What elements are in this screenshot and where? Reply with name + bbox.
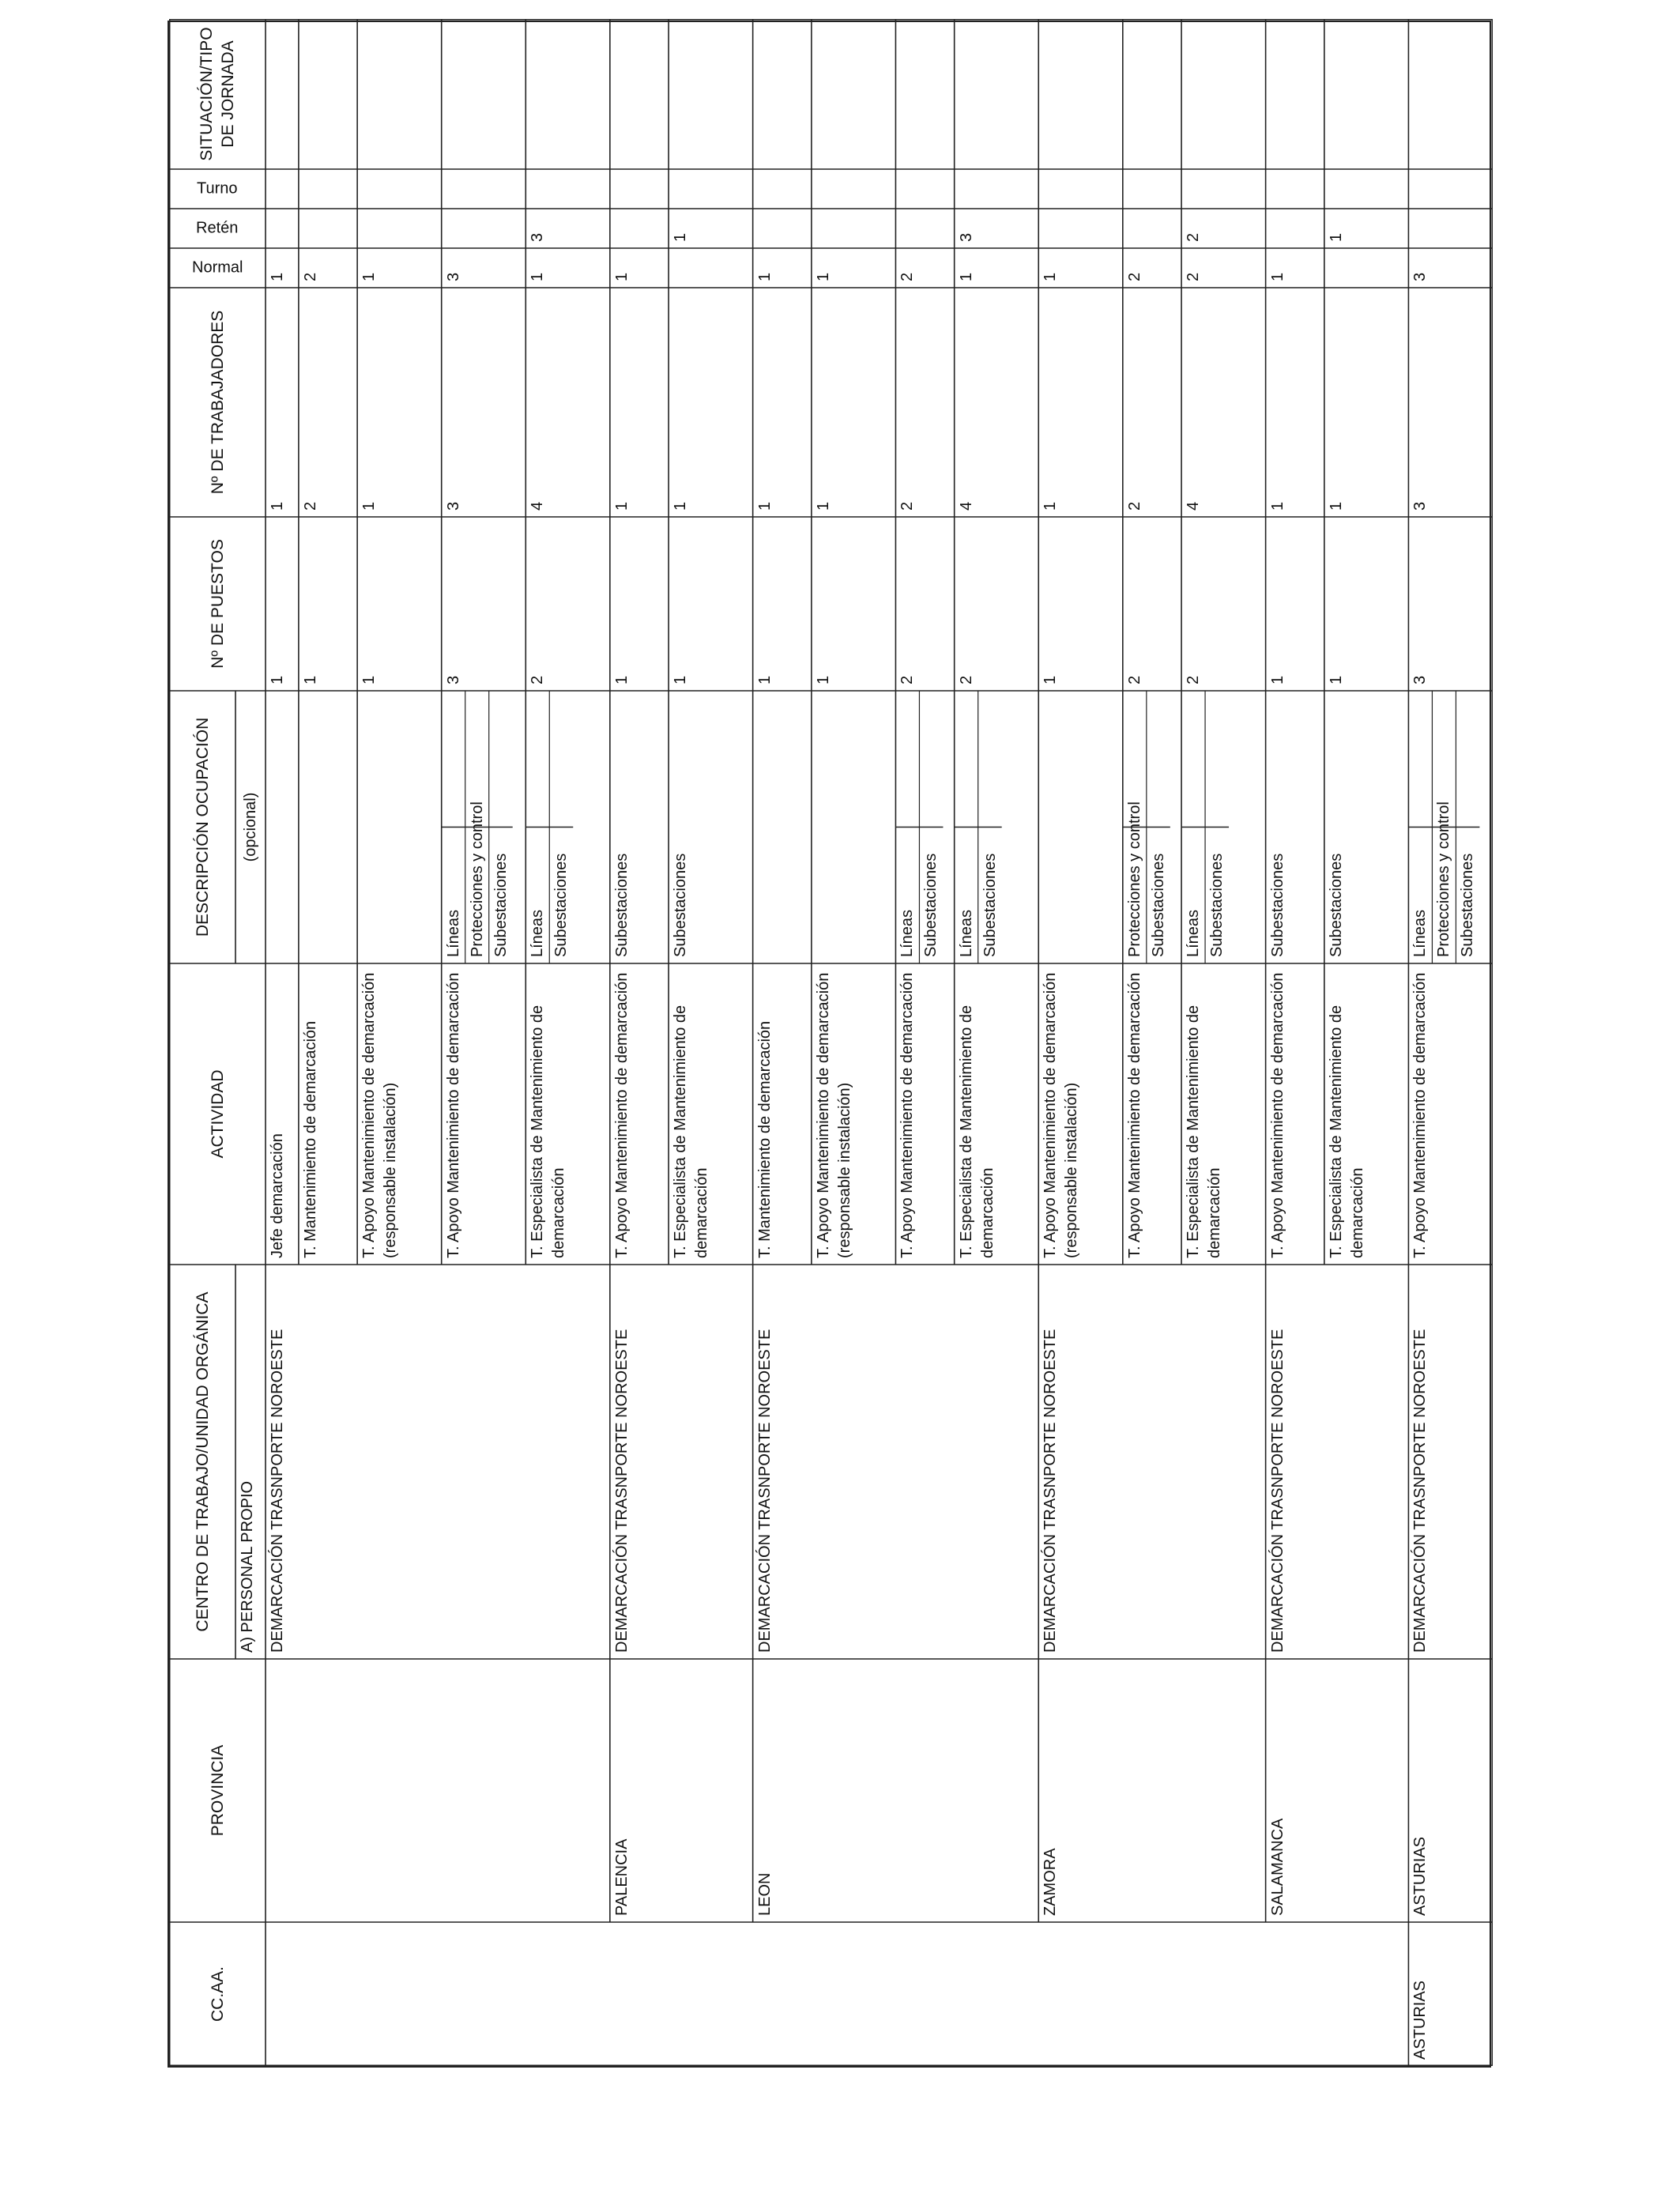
descripcion-item: Líneas [444,909,462,957]
actividad-cell: T. Especialista de Mantenimiento de demarcación [672,1005,711,1258]
descripcion-item: Líneas [957,909,975,957]
puestos-cell: 1 [814,675,832,684]
provincia-cell: LEON [755,1872,774,1916]
actividad-cell: T. Mantenimiento de demarcación [755,1020,774,1258]
normal-cell: 3 [444,272,462,281]
puestos-cell: 2 [957,675,975,684]
normal-cell: 2 [1125,272,1143,281]
descripcion-item: Líneas [529,909,547,957]
puestos-cell: 1 [612,675,631,684]
header-actividad: ACTIVIDAD [208,1069,227,1159]
puestos-cell: 1 [1327,675,1345,684]
trabajadores-cell: 1 [672,501,690,511]
header-normal: Normal [191,258,243,277]
normal-cell: 2 [898,272,917,281]
header-centro: CENTRO DE TRABAJO/UNIDAD ORGÁNICA [193,1291,212,1632]
normal-cell: 1 [755,272,774,281]
trabajadores-cell: 2 [301,501,319,511]
descripcion-item: Subestaciones [1327,853,1345,957]
actividad-cell: T. Apoyo Mantenimiento de demarcación (responsable instalación) [814,972,853,1258]
ccaa-cell: ASTURIAS [1411,1980,1430,2060]
reten-cell [1038,209,1123,248]
puestos-cell: 2 [529,675,547,684]
reten-cell [266,209,299,248]
reten-cell [1266,209,1324,248]
descripcion-item: Líneas [1411,909,1430,957]
descripcion-item: Subestaciones [922,853,940,957]
reten-cell [357,209,442,248]
turno-cell [1038,169,1123,209]
descripcion-item: Subestaciones [552,853,571,957]
actividad-cell: T. Apoyo Mantenimiento de demarcación (responsable instalación) [360,972,400,1258]
centro-cell: DEMARCACIÓN TRASNPORTE NOROESTE [1268,1329,1286,1653]
reten-cell: 3 [529,232,547,242]
trabajadores-cell: 4 [1185,501,1203,511]
trabajadores-cell: 3 [1411,501,1430,511]
turno-cell [357,169,442,209]
normal-cell: 1 [1042,272,1060,281]
section-label: A) PERSONAL PROPIO [239,1480,256,1653]
centro-cell: DEMARCACIÓN TRASNPORTE NOROESTE [269,1329,286,1653]
descripcion-item: Líneas [1185,909,1203,957]
header-puestos: Nº DE PUESTOS [208,539,227,669]
normal-cell: 2 [1185,272,1203,281]
puestos-cell: 3 [444,675,462,684]
normal-cell: 1 [957,272,975,281]
reten-cell [812,209,896,248]
reten-cell [299,209,357,248]
turno-cell [1266,169,1324,209]
actividad-cell: T. Especialista de Mantenimiento de demarcación [1327,1005,1366,1258]
centro-cell: DEMARCACIÓN TRASNPORTE NOROESTE [1411,1329,1430,1653]
descripcion-item: Subestaciones [672,853,690,957]
normal-cell: 1 [269,272,286,281]
turno-cell [525,169,610,209]
turno-cell [266,169,299,209]
reten-cell: 3 [957,232,975,242]
reten-cell: 1 [1327,232,1345,242]
trabajadores-cell: 3 [444,501,462,511]
descripcion-item: Protecciones y control [1435,801,1453,957]
descripcion-item: Protecciones y control [468,801,486,957]
reten-cell [610,209,669,248]
descripcion-item: Subestaciones [612,853,631,957]
normal-cell: 1 [1268,272,1286,281]
turno-cell [1324,169,1409,209]
puestos-cell: 1 [755,675,774,684]
trabajadores-cell: 4 [529,501,547,511]
reten-cell [895,209,954,248]
normal-cell [1324,248,1409,288]
centro-cell: DEMARCACIÓN TRASNPORTE NOROESTE [1042,1329,1060,1653]
puestos-cell: 1 [269,675,286,684]
reten-cell [1123,209,1181,248]
reten-cell [1408,209,1493,248]
normal-cell: 1 [529,272,547,281]
turno-cell [753,169,812,209]
normal-cell: 3 [1411,272,1430,281]
provincia-cell: PALENCIA [612,1838,631,1916]
descripcion-item: Subestaciones [1459,853,1477,957]
puestos-cell: 1 [1268,675,1286,684]
header-reten: Retén [196,219,239,237]
actividad-cell: T. Especialista de Mantenimiento de demarcación [957,1005,996,1258]
actividad-cell: T. Especialista de Mantenimiento de demarcación [1185,1005,1224,1258]
descripcion-item: Subestaciones [492,853,510,957]
actividad-cell: T. Apoyo Mantenimiento de demarcación [444,972,462,1258]
actividad-cell: T. Apoyo Mantenimiento de demarcación [1411,972,1430,1258]
turno-cell [442,169,526,209]
provincia-cell: ASTURIAS [1411,1836,1430,1916]
puestos-cell: 1 [1042,675,1060,684]
trabajadores-cell: 1 [755,501,774,511]
trabajadores-cell: 1 [269,501,286,511]
turno-cell [1123,169,1181,209]
centro-cell: DEMARCACIÓN TRASNPORTE NOROESTE [755,1329,774,1653]
turno-cell [610,169,669,209]
actividad-cell: T. Apoyo Mantenimiento de demarcación [1125,972,1143,1258]
descripcion-item: Subestaciones [1208,853,1226,957]
puestos-cell: 2 [1185,675,1203,684]
provincia-cell: ZAMORA [1042,1848,1060,1916]
turno-cell [812,169,896,209]
turno-cell [1408,169,1493,209]
trabajadores-cell: 1 [814,501,832,511]
reten-cell: 2 [1185,232,1203,242]
actividad-cell: T. Mantenimiento de demarcación [301,1020,319,1258]
descripcion-item: Subestaciones [1149,853,1167,957]
trabajadores-cell: 4 [957,501,975,511]
puestos-cell: 1 [301,675,319,684]
normal-cell: 1 [360,272,379,281]
trabajadores-cell: 1 [612,501,631,511]
trabajadores-cell: 1 [1327,501,1345,511]
actividad-cell: T. Apoyo Mantenimiento de demarcación (responsable instalación) [1042,972,1081,1258]
puestos-cell: 1 [672,675,690,684]
puestos-cell: 1 [360,675,379,684]
actividad-cell: T. Apoyo Mantenimiento de demarcación [612,972,631,1258]
trabajadores-cell: 2 [1125,501,1143,511]
normal-cell: 1 [814,272,832,281]
descripcion-item: Subestaciones [1268,853,1286,957]
actividad-cell: Jefe demarcación [269,1133,286,1258]
header-descripcion: DESCRIPCIÓN OCUPACIÓN [193,717,212,937]
normal-cell: 1 [612,272,631,281]
trabajadores-cell: 2 [898,501,917,511]
turno-cell [299,169,357,209]
actividad-cell: T. Apoyo Mantenimiento de demarcación [1268,972,1286,1258]
reten-cell [753,209,812,248]
descripcion-item: Subestaciones [981,853,999,957]
turno-cell [669,169,753,209]
normal-cell: 2 [301,272,319,281]
trabajadores-cell: 1 [1268,501,1286,511]
trabajadores-cell: 1 [1042,501,1060,511]
header-provincia: PROVINCIA [208,1744,227,1837]
normal-cell [669,248,753,288]
puestos-cell: 3 [1411,675,1430,684]
reten-cell: 1 [672,232,690,242]
centro-cell: DEMARCACIÓN TRASNPORTE NOROESTE [612,1329,631,1653]
descripcion-item: Protecciones y control [1125,801,1143,957]
header-turno: Turno [197,179,238,198]
provincia-cell: SALAMANCA [1268,1818,1286,1916]
turno-cell [1181,169,1266,209]
header-descripcion-opcional: (opcional) [241,792,259,862]
descripcion-item: Líneas [898,909,917,957]
header-trabajadores: Nº DE TRABAJADORES [208,310,227,495]
rotated-table [168,21,1491,2068]
header-ccaa: CC.AA. [208,1966,227,2022]
actividad-cell: T. Especialista de Mantenimiento de demarcación [529,1005,568,1258]
puestos-cell: 2 [1125,675,1143,684]
turno-cell [955,169,1039,209]
actividad-cell: T. Apoyo Mantenimiento de demarcación [898,972,917,1258]
turno-cell [895,169,954,209]
reten-cell [442,209,526,248]
trabajadores-cell: 1 [360,501,379,511]
puestos-cell: 2 [898,675,917,684]
header-situacion: SITUACIÓN/TIPO DE JORNADA [198,27,237,161]
